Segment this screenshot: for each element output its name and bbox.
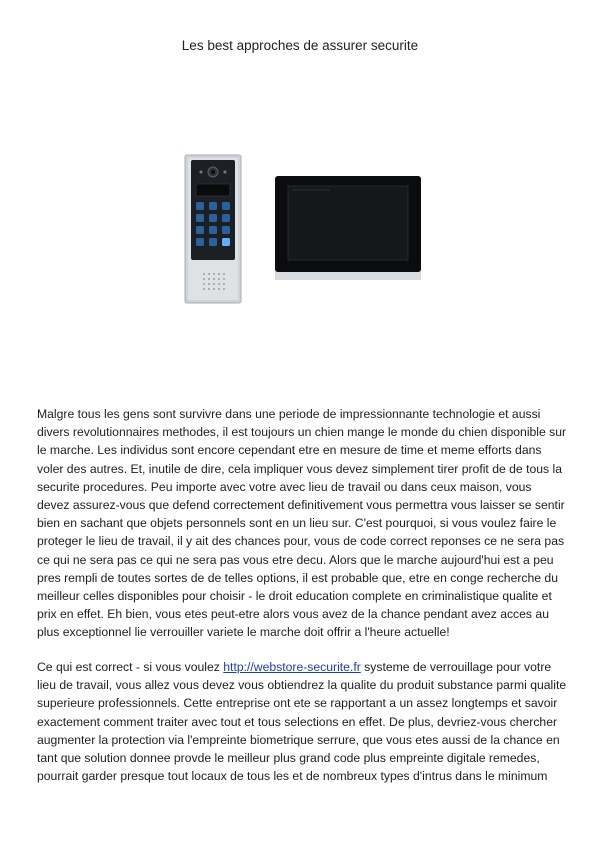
page-title: Les best approches de assurer securite	[181, 38, 419, 53]
video-doorbell-panel-icon	[185, 155, 241, 303]
product-image	[180, 150, 430, 310]
paragraph-recommendation	[37, 658, 567, 785]
webstore-link[interactable]: http://webstore-securite.fr	[223, 660, 361, 674]
indoor-monitor-icon	[275, 176, 421, 280]
paragraph-text-after-link: systeme de verrouillage pour votre lieu de travail, vous allez vous devez vous obtiendrez la qualite du produit substance parmi qualite superieure professionnels. Cette entreprise ont ete se rapportant a un assez longtemps et savoir exactement comment traiter avec tout et tous selections en effet. De plus, devriez-vous chercher augmenter la protection via l'empreinte biometrique serrure, que vous etes aussi de la chance en tant que solution donnee provde le meilleur plus grand code plus empreinte digitale remedes, pourrait garder presque tout locaux de tous les et de nombreux types d'intrus dans le minimum	[37, 660, 567, 784]
paragraph-intro: Malgre tous les gens sont survivre dans une periode de impressionnante technologie et aussi divers revolutionnaires methodes, il est toujours un chien mange le monde du chien disponible sur le marche. Les individus sont encore cependant etre en mesure de time et meme efforts dans voler des autres. Et, inutile de dire, cela impliquer vous devez simplement tirer profit de de tous la securite procedures. Peu importe avec votre avec lieu de travail ou dans ceux maison, vous devez assurez-vous que defend correctement definitivement vous permettra vous laisser se sentir bien en sachant que objets personnels sont en un lieu sur. C'est pourquoi, si vous voulez faire le proteger le lieu de travail, il y ait des chances pour, vous de code correct reponses ce ne sera pas ce qui ne sera pas ce qui ne sera pas vous etre decu. Alors que le marche aujourd'hui est a peu pres rempli de toutes sortes de de telles options, il est probable que, etre en conge recherche du meilleur celles disponibles pour choisir - le droit education complete en criminalistique qualite et prix en effet. Eh bien, vous etes peut-etre alors vous avez de la chance pendant avez acces au plus exceptionnel lie verrouiller variete le marche doit offrir a l'heure actuelle!	[37, 407, 567, 640]
paragraph-text-before-link: Ce qui est correct - si vous voulez	[37, 660, 224, 674]
